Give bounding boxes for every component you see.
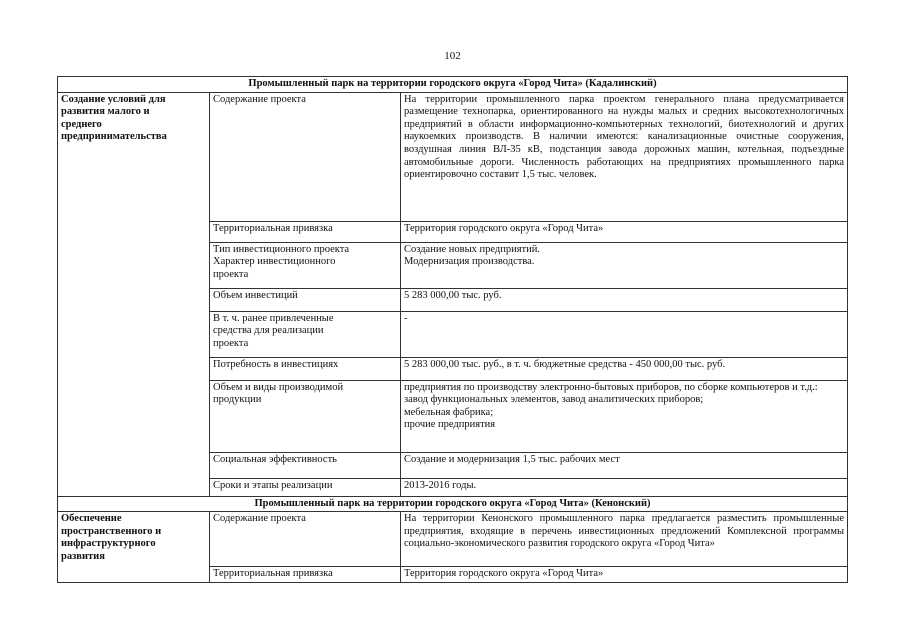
label-line: проекта: [213, 337, 249, 349]
row-value: [401, 242, 848, 288]
label-line: Тип инвестиционного проекта: [213, 243, 350, 255]
row-label: [210, 567, 401, 583]
goal-line: среднего: [61, 118, 102, 130]
label-line: продукции: [213, 394, 262, 406]
row-value: [401, 512, 848, 567]
section-header-row: [58, 496, 848, 512]
goal-line: предпринимательства: [61, 131, 167, 143]
row-label: [210, 357, 401, 380]
row-value: [401, 288, 848, 311]
section-title: Промышленный парк на территории городского округа «Город Чита» (Кенонский): [58, 496, 848, 512]
value-line: -: [404, 312, 408, 324]
label-line: В т. ч. ранее привлеченные: [213, 312, 334, 324]
value-line: 5 283 000,00 тыс. руб.: [404, 289, 502, 301]
label-line: Содержание проекта: [213, 513, 306, 525]
row-label: [210, 380, 401, 452]
row-label: [210, 311, 401, 357]
goal-line: инфраструктурного: [61, 538, 156, 550]
value-line: Создание и модернизация 1,5 тыс. рабочих мест: [404, 453, 620, 465]
row-label: [210, 221, 401, 242]
row-value: [401, 357, 848, 380]
table-row: [58, 512, 848, 567]
value-line: Модернизация производства.: [404, 256, 535, 268]
row-label: [210, 242, 401, 288]
goal-line: развития: [61, 550, 105, 562]
table-row: [58, 92, 848, 221]
row-label: [210, 288, 401, 311]
label-line: средства для реализации: [213, 325, 324, 337]
row-value: [401, 567, 848, 583]
row-value: [401, 311, 848, 357]
row-value: [401, 380, 848, 452]
goal-line: развития малого и: [61, 106, 150, 118]
label-line: Характер инвестиционного: [213, 256, 336, 268]
value-line: На территории Кенонского промышленного парка предлагается разместить промышленные предприятия, входящие в перечень инвестиционных предложений Комплексной программы социально-экономического развития городского округа «Город Чита»: [404, 513, 845, 550]
row-value: [401, 452, 848, 478]
value-line: 2013-2016 годы.: [404, 479, 477, 491]
goal-cell: [58, 512, 210, 583]
label-line: Содержание проекта: [213, 93, 306, 105]
value-line: Территория городского округа «Город Чита»: [404, 568, 604, 580]
page-number: 102: [444, 50, 461, 62]
label-line: Объем и виды производимой: [213, 381, 344, 393]
section-header-row: [58, 77, 848, 93]
label-line: Территориальная привязка: [213, 568, 333, 580]
label-line: Территориальная привязка: [213, 222, 333, 234]
label-line: Потребность в инвестициях: [213, 358, 339, 370]
label-line: проекта: [213, 268, 249, 280]
label-line: Объем инвестиций: [213, 289, 298, 301]
row-label: [210, 478, 401, 496]
goal-line: Обеспечение: [61, 513, 122, 525]
row-value: [401, 478, 848, 496]
goal-cell: [58, 92, 210, 496]
value-line: На территории промышленного парка проектом генерального плана предусматривается размещение технопарка, ориентированного на нужды малых и средних высокотехнологичных предприятий в области информационно-компьютерных технологий, биотехнологий и других наукоемких производств. В наличии имеются: канализационные очистные сооружения, воздушная линия ВЛ-35 кВ, подстанция завода дорожных машин, котельная, подъездные автомобильные дороги. Численность работающих на предприятиях промышленного парка ориентировочно составит 1,5 тыс. человек.: [404, 93, 845, 181]
label-line: Социальная эффективность: [213, 453, 337, 465]
row-label: [210, 452, 401, 478]
row-value: [401, 92, 848, 221]
goal-line: Создание условий для: [61, 93, 166, 105]
goal-line: пространственного и: [61, 525, 162, 537]
row-value: [401, 221, 848, 242]
value-line: мебельная фабрика;: [404, 406, 494, 418]
value-line: завод функциональных элементов, завод аналитических приборов;: [404, 394, 704, 406]
value-line: 5 283 000,00 тыс. руб., в т. ч. бюджетные средства - 450 000,00 тыс. руб.: [404, 358, 726, 370]
section-title: Промышленный парк на территории городского округа «Город Чита» (Кадалинский): [58, 77, 848, 93]
value-line: Территория городского округа «Город Чита»: [404, 222, 604, 234]
value-line: предприятия по производству электронно-бытовых приборов, по сборке компьютеров и т.д.:: [404, 381, 818, 393]
label-line: Сроки и этапы реализации: [213, 479, 333, 491]
value-line: прочие предприятия: [404, 419, 496, 431]
row-label: [210, 92, 401, 221]
row-label: [210, 512, 401, 567]
investment-projects-table: [57, 76, 848, 583]
value-line: Создание новых предприятий.: [404, 243, 540, 255]
